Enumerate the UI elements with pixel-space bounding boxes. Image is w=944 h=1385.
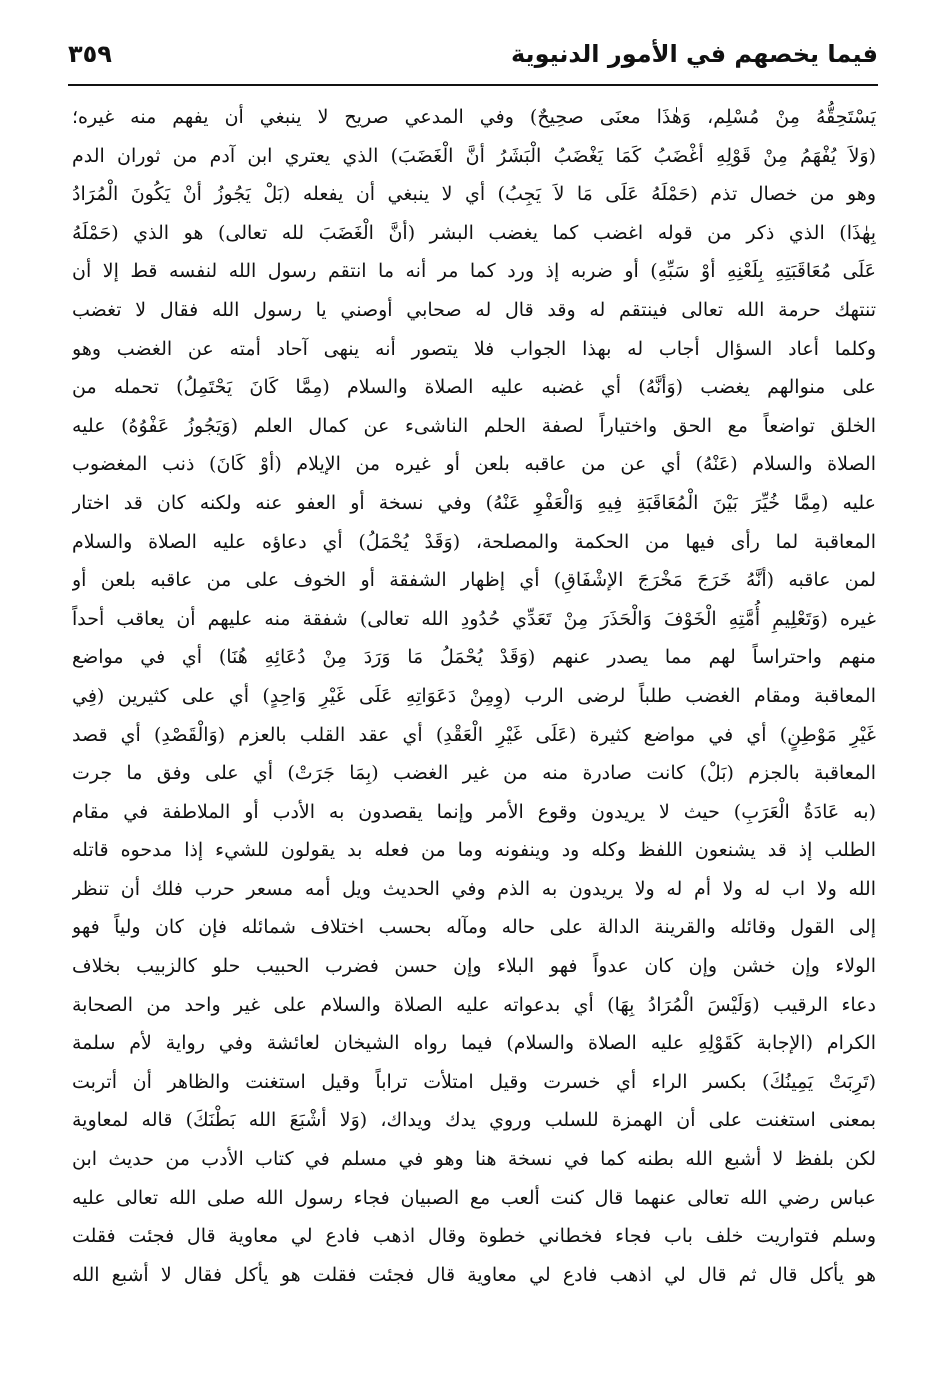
text-line: بمعنى استغنت على أن الهمزة للسلب وروي يدك ويداك، (وَلا أشْبَعَ الله بَطْنَكَ) قاله لمعاوية [72, 1109, 876, 1132]
text-line: عباس رضي الله تعالى عنهما قال كنت ألعب مع الصبيان فجاء رسول الله صلى الله تعالى عليه [72, 1186, 876, 1209]
text-line: على منوالهم يغضب (وَأنَّهُ) أي غضبه عليه الصلاة والسلام (مِمَّا كَانَ يَحْتَمِلُ) تحمله من [72, 376, 876, 399]
text-line: هو يأكل قال ثم قال لي اذهب فادع لي معاوية قال فجئت فقلت هو يأكل فقال لا أشبع الله [72, 1263, 876, 1286]
page-number: ٣٥٩ [68, 40, 112, 68]
running-title: فيما يخصهم في الأمور الدنيوية [511, 40, 878, 68]
text-line: لمن عاقبه (أنَّهُ خَرَجَ مَخْرَجَ الإشْفَاقِ) أي إظهار الشفقة أو الخوف على من عاقبه بلعن أو [72, 569, 876, 592]
text-line: إلى القول وقائله والقرينة الدالة على حاله ومآله بحسب اختلاف شمائله فإن كان ولياً فهو [72, 916, 876, 939]
text-line: غيره (وَتَعْلِيمِ أُمَّتِهِ الْخَوْفَ وَالْحَذَرَ مِنْ تَعَدِّي حُدُودِ الله تعالى) شفقة منه عليهم أن يعاقب أحداً [72, 607, 876, 630]
text-line: الصلاة والسلام (عَنْهُ) أي عن من عاقبه بلعن أو غيره من الإيلام (أوْ كَانَ) ذنب المغضوب [72, 453, 876, 476]
text-line: وكلما أعاد السؤال أجاب له بهذا الجواب فلا يتصور أنه ينهى آحاد أمته عن الغضب وهو [72, 337, 876, 360]
text-line: يَسْتَحِقُّهُ مِنْ مُسْلِم، وَهٰذَا معنَى صحِيحٌ) وفي المدعي صريح لا ينبغي أن يفهم منه غيره؛ [72, 106, 876, 128]
text-line: وسلم فتواريت خلف باب فجاء فخطاني خطوة وقال اذهب فادع لي معاوية قال فجئت فقلت [72, 1225, 876, 1248]
body-text [72, 98, 876, 1294]
text-line: (به عَادَةُ الْعَرَبِ) حيث لا يريدون وقوع الأمر وإنما يقصدون به الأدب أو الملاطفة في مقام [72, 800, 876, 823]
text-line: تنتهك حرمة الله تعالى فينتقم له وقد قال له صحابي أوصني يا رسول الله فقال لا تغضب [72, 298, 876, 321]
text-line: (تَرِبَتْ يَمِينُكَ) بكسر الراء أي خسرت وقيل امتلأت تراباً وقيل استغنت والظاهر أن أتربت [72, 1070, 876, 1093]
text-line: المعاقبة ومقام الغضب طلباً لرضى الرب (وِمِنْ دَعَوَاتِهِ عَلَى غَيْرِ وَاحِدٍ) أي على كثيرين (فِي [72, 684, 876, 707]
text-line: منهم واحتراساً لهم مما يصدر عنهم (وَقَدْ يُحْمَلُ مَا وَرَدَ مِنْ دُعَائِهِ هُنَا) أي في مواضع [72, 646, 876, 669]
text-line: لكن بلفظ لا أشبع الله بطنه كما في نسخة هنا وهو في مسلم في كتاب الأدب من حديث ابن [72, 1148, 876, 1171]
text-line: المعاقبة بالجزم (بَلْ) كانت صادرة منه من غير الغضب (بِمَا جَرَتْ) أي على وفق ما جرت [72, 762, 876, 785]
text-line: غَيْرِ مَوْطِنٍ) أي في مواضع كثيرة (عَلَى غَيْرِ الْعَقْدِ) أي عقد القلب بالعزم (وَالْقَصْدِ) أي قصد [72, 723, 876, 746]
text-line: المعاقبة لما رأى فيها من الحكمة والمصلحة، (وَقَدْ يُحْمَلُ) أي دعاؤه عليه الصلاة والسلام [72, 530, 876, 553]
page-header [68, 36, 878, 84]
text-line: بِهٰذَا) الذي ذكر من قوله اغضب كما يغضب البشر (أنَّ الْغَضَبَ لله تعالى) هو الذي (حَمْلَهُ [72, 221, 876, 244]
text-line: عليه (مِمَّا خُيِّرَ بَيْنَ الْمُعَاقَبَةِ فِيهِ وَالْعَفْوِ عَنْهُ) وفي نسخة أو العفو عنه ولكنه كان قد اختار [72, 491, 876, 514]
text-line: الله ولا اب له ولا أم له ولا يريدون به الذم وفي الحديث ويل أمه مسعر حرب فلك أن تنظر [72, 877, 876, 900]
text-line: الولاء وإن خشن وإن كان عدواً فهو البلاء وإن حسن فضرب الحبيب حلو كالزبيب بخلاف [72, 955, 876, 978]
text-line: الطلب إذ قد يشنعون اللفظ وكله ود وينفونه وما من فعله بد يقولون للشيء إذا مدحوه قاتله [72, 839, 876, 862]
text-line: الكرام (الإجابة كَقَوْلِهِ عليه الصلاة والسلام) فيما رواه الشيخان لعائشة وفي رواية لأم سلمة [72, 1032, 876, 1055]
header-rule [68, 84, 878, 86]
text-line: دعاء الرقيب (وَلَيْسَ الْمُرَادُ بِهَا) أي بدعواته عليه الصلاة والسلام على غير واحد من الصحابة [72, 993, 876, 1016]
text-line: عَلَى مُعَاقَبَتِهِ بِلَعْنِهِ أوْ سَبِّهِ) أو ضربه إذ ورد كما مر أنه ما انتقم رسول الله لنفسه قط إلا أن [72, 260, 876, 283]
text-line: (وَلاَ يُفْهَمُ مِنْ قَوْلِهِ أغْضَبُ كَمَا يَغْضَبُ الْبَشَرُ أنَّ الْغَضَبَ) الذي يعتري ابن آدم من ثوران الدم [72, 144, 876, 167]
text-line: وهو من خصال تذم (حَمْلَهُ عَلَى مَا لاَ يَجِبُ) أي لا ينبغي أن يفعله (بَلْ يَجُوزُ أنْ يَكُونَ الْمُرَادُ [72, 183, 876, 206]
text-line: الخلق تواضعاً مع الحق واختياراً لصفة الحلم الناشىء عن كمال العلم (وَيَجُوزُ عَفْوُهُ) عليه [72, 414, 876, 437]
